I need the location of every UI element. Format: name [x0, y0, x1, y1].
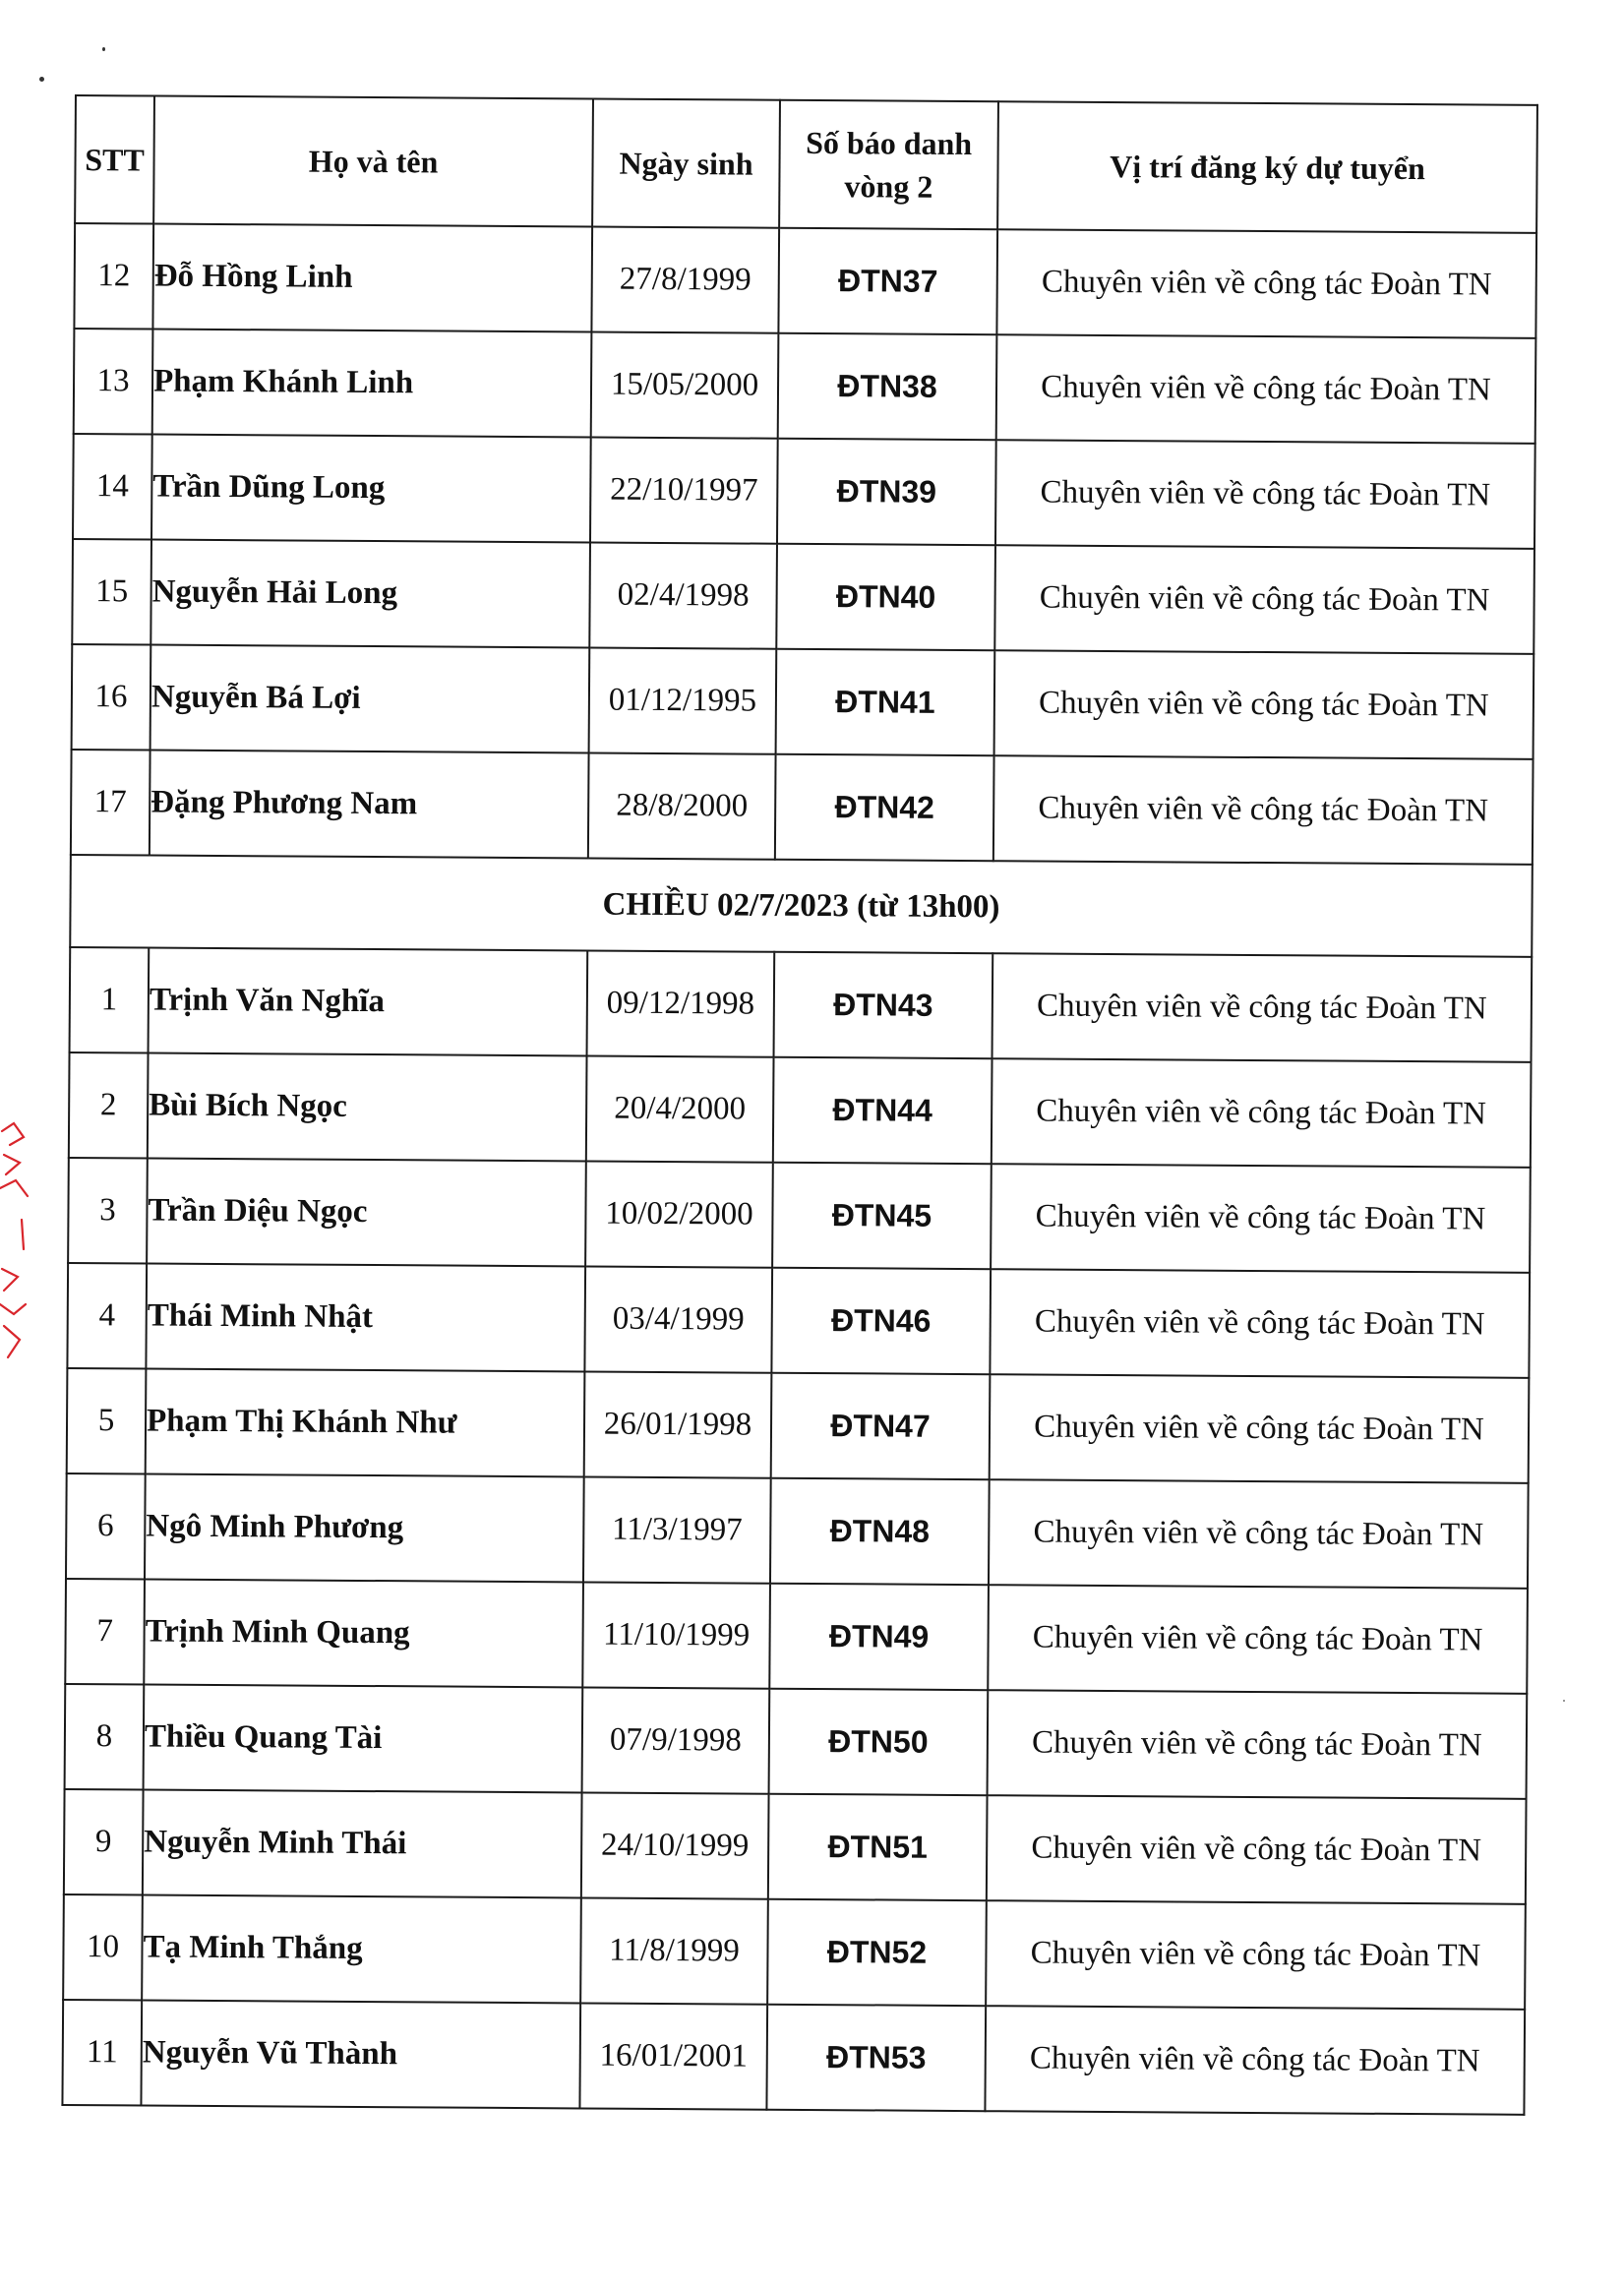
- row-sbd: ĐTN43: [774, 952, 993, 1058]
- scan-speck: [39, 77, 44, 82]
- row-position: Chuyên viên về công tác Đoàn TN: [988, 1690, 1528, 1799]
- row-name: Đỗ Hồng Linh: [152, 224, 592, 332]
- row-sbd: ĐTN52: [767, 1899, 987, 2006]
- row-position: Chuyên viên về công tác Đoàn TN: [992, 1058, 1532, 1168]
- row-name: Trịnh Văn Nghĩa: [149, 948, 588, 1056]
- row-position: Chuyên viên về công tác Đoàn TN: [986, 1900, 1526, 2010]
- row-dob: 02/4/1998: [589, 542, 777, 648]
- morning-rows: [71, 223, 1536, 865]
- row-stt: 16: [72, 644, 151, 751]
- afternoon-session-label: CHIỀU 02/7/2023 (từ 13h00): [70, 855, 1533, 957]
- row-position: Chuyên viên về công tác Đoàn TN: [990, 1374, 1530, 1483]
- candidate-table: [61, 94, 1538, 2116]
- row-position: Chuyên viên về công tác Đoàn TN: [994, 650, 1534, 759]
- row-sbd: ĐTN44: [773, 1057, 992, 1164]
- scan-speck: [1563, 1700, 1565, 1702]
- row-dob: 11/10/1999: [582, 1582, 770, 1688]
- row-position: Chuyên viên về công tác Đoàn TN: [990, 1269, 1530, 1378]
- row-stt: 5: [67, 1368, 147, 1474]
- row-name: Đặng Phương Nam: [150, 751, 589, 859]
- row-sbd: ĐTN40: [776, 544, 995, 650]
- row-name: Trần Dũng Long: [151, 435, 591, 543]
- table-row: [72, 644, 1534, 759]
- table-row: [74, 223, 1536, 338]
- row-dob: 09/12/1998: [587, 950, 775, 1056]
- table-row: [72, 539, 1534, 654]
- row-stt: 6: [66, 1473, 146, 1580]
- table-row: [66, 1473, 1529, 1589]
- table-row: [71, 750, 1534, 865]
- row-name: Ngô Minh Phương: [145, 1474, 584, 1583]
- header-sbd-line1: Số báo danh: [806, 124, 973, 162]
- row-stt: 17: [71, 750, 150, 856]
- table-row: [65, 1579, 1528, 1694]
- row-stt: 9: [64, 1789, 144, 1895]
- row-name: Nguyễn Bá Lợi: [150, 645, 590, 753]
- table-row: [67, 1368, 1530, 1483]
- row-position: Chuyên viên về công tác Đoàn TN: [996, 229, 1536, 338]
- table-row: [68, 1158, 1531, 1273]
- header-sbd-line2: vòng 2: [844, 168, 933, 205]
- row-name: Thiều Quang Tài: [144, 1685, 583, 1793]
- table-row: [73, 434, 1535, 549]
- header-position: Vị trí đăng ký dự tuyển: [997, 101, 1537, 233]
- row-stt: 7: [65, 1579, 145, 1685]
- row-stt: 15: [72, 539, 151, 645]
- afternoon-session-row: [70, 855, 1533, 957]
- row-stt: 3: [68, 1158, 148, 1264]
- header-dob: Ngày sinh: [592, 98, 780, 227]
- header-stt: STT: [75, 95, 154, 224]
- table-row: [62, 2000, 1525, 2115]
- row-sbd: ĐTN46: [771, 1268, 991, 1374]
- row-position: Chuyên viên về công tác Đoàn TN: [989, 1479, 1529, 1589]
- row-position: Chuyên viên về công tác Đoàn TN: [996, 334, 1536, 444]
- row-position: Chuyên viên về công tác Đoàn TN: [995, 440, 1535, 549]
- row-sbd: ĐTN37: [778, 228, 997, 334]
- row-position: Chuyên viên về công tác Đoàn TN: [992, 953, 1533, 1062]
- row-sbd: ĐTN49: [769, 1584, 989, 1690]
- row-dob: 03/4/1999: [584, 1266, 772, 1372]
- row-name: Nguyễn Vũ Thành: [141, 2000, 580, 2108]
- row-name: Nguyễn Hải Long: [150, 540, 590, 648]
- row-dob: 22/10/1997: [590, 437, 778, 543]
- table-row: [65, 1684, 1528, 1799]
- red-stamp-fragment-icon: [0, 1112, 39, 1367]
- row-stt: 4: [67, 1263, 147, 1369]
- row-dob: 24/10/1999: [581, 1792, 769, 1898]
- row-stt: 14: [73, 434, 152, 540]
- row-dob: 10/02/2000: [585, 1161, 773, 1267]
- row-dob: 11/8/1999: [580, 1897, 768, 2004]
- table-row: [64, 1789, 1527, 1904]
- row-stt: 2: [69, 1052, 149, 1159]
- row-position: Chuyên viên về công tác Đoàn TN: [993, 755, 1534, 865]
- row-name: Trần Diệu Ngọc: [147, 1159, 586, 1267]
- row-position: Chuyên viên về công tác Đoàn TN: [988, 1585, 1528, 1694]
- row-sbd: ĐTN38: [778, 333, 997, 440]
- row-dob: 28/8/2000: [588, 752, 776, 859]
- row-sbd: ĐTN51: [768, 1794, 988, 1900]
- table-header-row: [75, 95, 1537, 233]
- row-stt: 13: [74, 329, 153, 435]
- row-stt: 12: [74, 223, 153, 330]
- row-dob: 15/05/2000: [591, 331, 779, 438]
- row-name: Tạ Minh Thắng: [142, 1894, 581, 2003]
- row-name: Bùi Bích Ngọc: [148, 1053, 587, 1162]
- row-sbd: ĐTN41: [776, 649, 995, 755]
- row-dob: 11/3/1997: [583, 1476, 771, 1583]
- row-name: Trịnh Minh Quang: [144, 1580, 583, 1688]
- row-position: Chuyên viên về công tác Đoàn TN: [985, 2006, 1525, 2115]
- table-row: [67, 1263, 1530, 1378]
- table-row: [69, 1052, 1532, 1168]
- row-dob: 26/01/1998: [584, 1371, 772, 1477]
- row-dob: 27/8/1999: [591, 226, 779, 332]
- row-dob: 01/12/1995: [589, 647, 777, 753]
- row-dob: 07/9/1998: [582, 1687, 770, 1793]
- row-sbd: ĐTN42: [775, 754, 994, 861]
- row-name: Phạm Khánh Linh: [152, 330, 592, 438]
- row-sbd: ĐTN45: [772, 1163, 992, 1269]
- row-sbd: ĐTN53: [766, 2005, 986, 2111]
- row-position: Chuyên viên về công tác Đoàn TN: [991, 1164, 1531, 1273]
- row-name: Nguyễn Minh Thái: [143, 1789, 582, 1897]
- row-name: Phạm Thị Khánh Như: [146, 1369, 585, 1477]
- row-dob: 20/4/2000: [586, 1055, 774, 1162]
- row-position: Chuyên viên về công tác Đoàn TN: [987, 1795, 1527, 1904]
- row-stt: 8: [65, 1684, 145, 1790]
- row-stt: 10: [63, 1894, 143, 2001]
- table-row: [63, 1894, 1526, 2010]
- row-stt: 11: [62, 2000, 142, 2106]
- row-sbd: ĐTN50: [769, 1689, 989, 1795]
- header-name: Họ và tên: [153, 96, 593, 227]
- row-sbd: ĐTN48: [770, 1478, 990, 1585]
- row-sbd: ĐTN47: [771, 1373, 991, 1479]
- row-stt: 1: [70, 947, 150, 1053]
- row-sbd: ĐTN39: [777, 439, 996, 545]
- header-sbd: [779, 100, 998, 229]
- table-row: [70, 947, 1533, 1062]
- row-position: Chuyên viên về công tác Đoàn TN: [994, 545, 1534, 654]
- table-row: [74, 329, 1536, 444]
- row-dob: 16/01/2001: [579, 2003, 767, 2109]
- afternoon-rows: [62, 947, 1532, 2115]
- scan-speck: [102, 47, 105, 51]
- row-name: Thái Minh Nhật: [146, 1264, 585, 1372]
